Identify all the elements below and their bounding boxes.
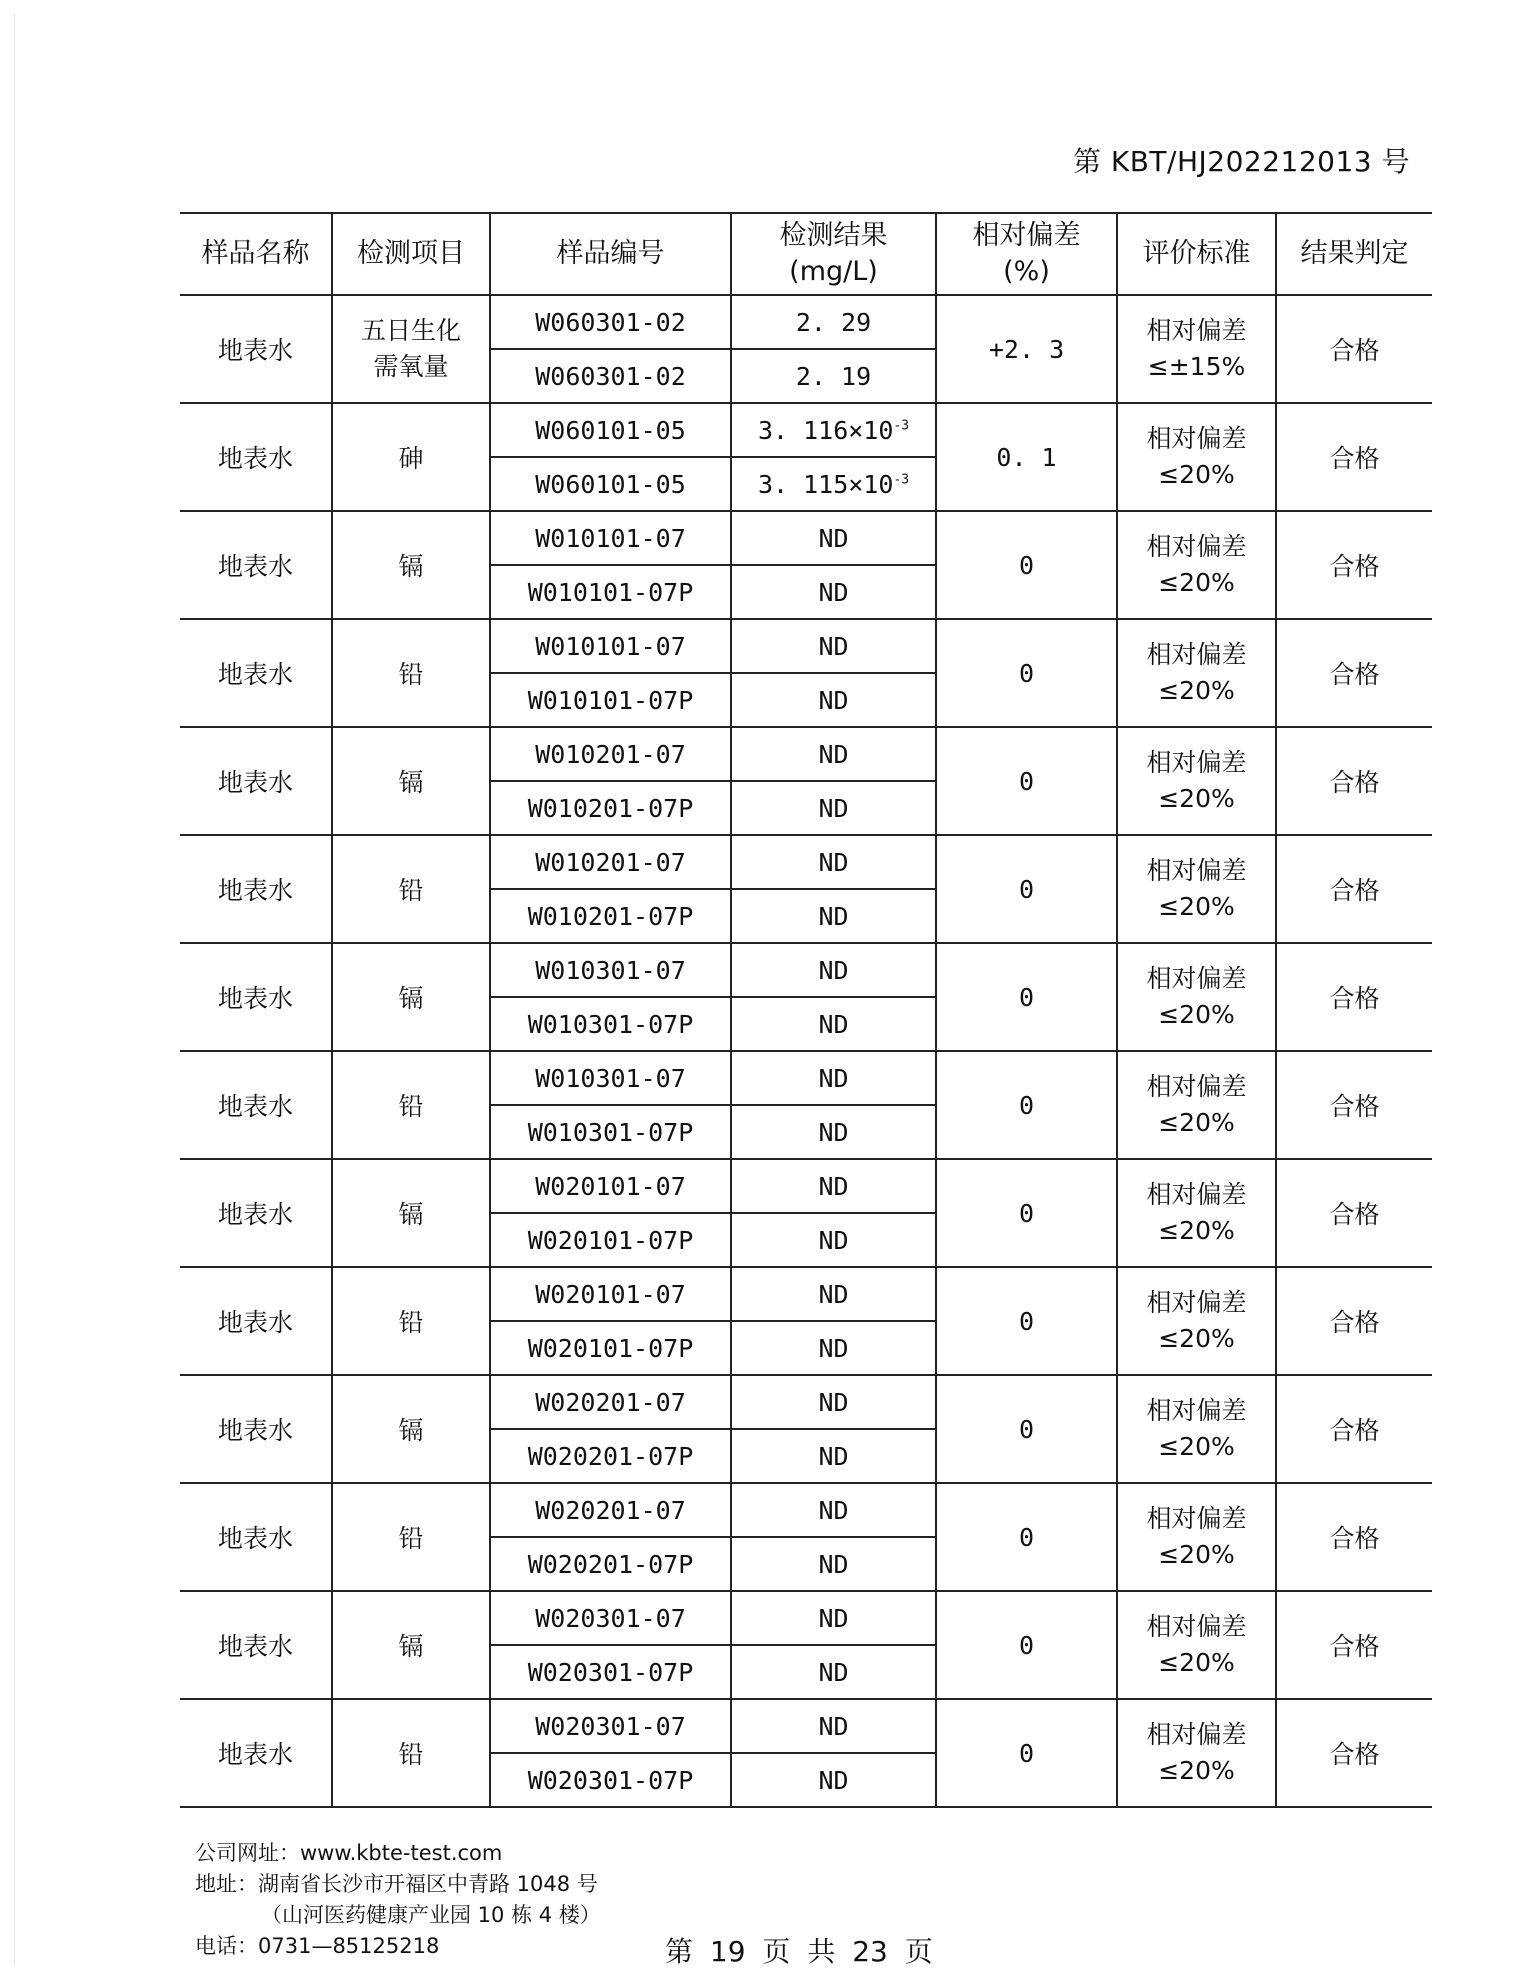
sample-id: W010101-07P (490, 673, 731, 727)
evaluation-standard: 相对偏差 ≤20% (1117, 943, 1276, 1051)
verdict: 合格 (1276, 295, 1432, 403)
verdict: 合格 (1276, 403, 1432, 511)
sample-id: W010101-07P (490, 565, 731, 619)
company-address: 地址：湖南省长沙市开福区中青路 1048 号 (195, 1872, 598, 1896)
test-item: 镉 (332, 1159, 490, 1267)
test-item: 砷 (332, 403, 490, 511)
verdict: 合格 (1276, 1483, 1432, 1591)
quality-control-table (180, 212, 1432, 1808)
evaluation-standard: 相对偏差 ≤20% (1117, 1159, 1276, 1267)
header-sample-id: 样品编号 (490, 213, 731, 295)
relative-deviation: 0 (936, 619, 1117, 727)
verdict: 合格 (1276, 1699, 1432, 1807)
test-result: ND (731, 1699, 936, 1753)
relative-deviation: 0 (936, 835, 1117, 943)
verdict: 合格 (1276, 727, 1432, 835)
test-item: 铅 (332, 1483, 490, 1591)
sample-id: W020201-07 (490, 1375, 731, 1429)
test-result: 2. 19 (731, 349, 936, 403)
relative-deviation: 0 (936, 1051, 1117, 1159)
test-item: 镉 (332, 1375, 490, 1483)
relative-deviation: 0 (936, 1159, 1117, 1267)
evaluation-standard: 相对偏差 ≤20% (1117, 835, 1276, 943)
evaluation-standard: 相对偏差 ≤20% (1117, 1699, 1276, 1807)
sample-name: 地表水 (180, 1591, 332, 1699)
sample-id: W010201-07P (490, 889, 731, 943)
verdict: 合格 (1276, 1375, 1432, 1483)
table-row (180, 1483, 1432, 1537)
test-result: ND (731, 1375, 936, 1429)
sample-id: W010301-07 (490, 943, 731, 997)
sample-id: W060101-05 (490, 457, 731, 511)
test-item: 镉 (332, 727, 490, 835)
test-result: ND (731, 1105, 936, 1159)
page-number: 第 19 页 共 23 页 (665, 1935, 933, 1968)
company-phone: 电话：0731—85125218 (195, 1934, 440, 1958)
report-number: 第 KBT/HJ202212013 号 (1072, 145, 1410, 178)
sample-name: 地表水 (180, 727, 332, 835)
test-result: ND (731, 835, 936, 889)
test-result: ND (731, 889, 936, 943)
evaluation-standard: 相对偏差 ≤20% (1117, 619, 1276, 727)
evaluation-standard: 相对偏差 ≤20% (1117, 1591, 1276, 1699)
table-row (180, 511, 1432, 565)
test-result: ND (731, 1753, 936, 1807)
test-result: 3. $116\times 10^{-3}$ (731, 403, 936, 457)
evaluation-standard: 相对偏差 ≤20% (1117, 727, 1276, 835)
sample-id: W020101-07P (490, 1213, 731, 1267)
relative-deviation: 0 (936, 1699, 1117, 1807)
sample-name: 地表水 (180, 403, 332, 511)
relative-deviation: 0 (936, 1375, 1117, 1483)
company-website: 公司网址：www.kbte-test.com (195, 1841, 503, 1865)
sample-id: W020201-07P (490, 1537, 731, 1591)
sample-name: 地表水 (180, 1159, 332, 1267)
evaluation-standard: 相对偏差 ≤20% (1117, 403, 1276, 511)
header-test-item: 检测项目 (332, 213, 490, 295)
table-row (180, 727, 1432, 781)
evaluation-standard: 相对偏差 ≤20% (1117, 1051, 1276, 1159)
evaluation-standard: 相对偏差 ≤20% (1117, 511, 1276, 619)
test-result: ND (731, 1591, 936, 1645)
test-result: ND (731, 1213, 936, 1267)
test-result: ND (731, 1537, 936, 1591)
verdict: 合格 (1276, 1267, 1432, 1375)
test-result: ND (731, 1483, 936, 1537)
company-address-detail: （山河医药健康产业园 10 栋 4 楼） (261, 1903, 601, 1927)
verdict: 合格 (1276, 511, 1432, 619)
test-item: 五日生化需氧量 (332, 295, 490, 403)
test-result: ND (731, 1645, 936, 1699)
page-edge (14, 14, 15, 1964)
relative-deviation: +2. 3 (936, 295, 1117, 403)
test-result: ND (731, 1051, 936, 1105)
sample-id: W010301-07 (490, 1051, 731, 1105)
sample-id: W010201-07 (490, 835, 731, 889)
sample-id: W010201-07 (490, 727, 731, 781)
test-item: 铅 (332, 1699, 490, 1807)
sample-id: W020301-07 (490, 1699, 731, 1753)
header-result: 检测结果 (mg/L) (731, 213, 936, 295)
test-result: ND (731, 511, 936, 565)
test-result: ND (731, 673, 936, 727)
table-row (180, 1051, 1432, 1105)
sample-id: W020101-07 (490, 1159, 731, 1213)
test-item: 镉 (332, 511, 490, 619)
test-result: ND (731, 781, 936, 835)
header-sample-name: 样品名称 (180, 213, 332, 295)
test-result: ND (731, 619, 936, 673)
evaluation-standard: 相对偏差 ≤20% (1117, 1267, 1276, 1375)
relative-deviation: 0. 1 (936, 403, 1117, 511)
test-result: ND (731, 1159, 936, 1213)
sample-id: W010101-07 (490, 511, 731, 565)
sample-name: 地表水 (180, 1051, 332, 1159)
sample-name: 地表水 (180, 1483, 332, 1591)
sample-id: W060301-02 (490, 349, 731, 403)
test-result: ND (731, 1267, 936, 1321)
verdict: 合格 (1276, 943, 1432, 1051)
verdict: 合格 (1276, 835, 1432, 943)
evaluation-standard: 相对偏差 ≤20% (1117, 1375, 1276, 1483)
sample-name: 地表水 (180, 1699, 332, 1807)
test-result: ND (731, 997, 936, 1051)
sample-id: W020301-07P (490, 1753, 731, 1807)
test-result: 2. 29 (731, 295, 936, 349)
header-standard: 评价标准 (1117, 213, 1276, 295)
sample-id: W010101-07 (490, 619, 731, 673)
sample-id: W060301-02 (490, 295, 731, 349)
table-row (180, 619, 1432, 673)
test-result: ND (731, 1429, 936, 1483)
relative-deviation: 0 (936, 943, 1117, 1051)
verdict: 合格 (1276, 1159, 1432, 1267)
test-item: 铅 (332, 1267, 490, 1375)
test-result: ND (731, 565, 936, 619)
sample-name: 地表水 (180, 1267, 332, 1375)
header-deviation: 相对偏差 (%) (936, 213, 1117, 295)
test-result: 3. $115\times 10^{-3}$ (731, 457, 936, 511)
sample-id: W010301-07P (490, 997, 731, 1051)
test-item: 镉 (332, 1591, 490, 1699)
sample-name: 地表水 (180, 619, 332, 727)
sample-name: 地表水 (180, 511, 332, 619)
test-item: 铅 (332, 1051, 490, 1159)
table-row (180, 1267, 1432, 1321)
test-result: ND (731, 943, 936, 997)
sample-id: W020201-07P (490, 1429, 731, 1483)
relative-deviation: 0 (936, 1267, 1117, 1375)
table-row (180, 1591, 1432, 1645)
test-item: 镉 (332, 943, 490, 1051)
sample-name: 地表水 (180, 295, 332, 403)
table-row (180, 1159, 1432, 1213)
sample-id: W060101-05 (490, 403, 731, 457)
sample-id: W010301-07P (490, 1105, 731, 1159)
relative-deviation: 0 (936, 511, 1117, 619)
relative-deviation: 0 (936, 727, 1117, 835)
verdict: 合格 (1276, 1591, 1432, 1699)
sample-id: W020301-07P (490, 1645, 731, 1699)
table-row (180, 943, 1432, 997)
header-verdict: 结果判定 (1276, 213, 1432, 295)
relative-deviation: 0 (936, 1483, 1117, 1591)
sample-name: 地表水 (180, 1375, 332, 1483)
sample-id: W020201-07 (490, 1483, 731, 1537)
sample-name: 地表水 (180, 943, 332, 1051)
test-item: 铅 (332, 619, 490, 727)
verdict: 合格 (1276, 1051, 1432, 1159)
table-row (180, 1699, 1432, 1753)
table-header-row (180, 213, 1432, 295)
sample-id: W020101-07 (490, 1267, 731, 1321)
table-row (180, 295, 1432, 349)
test-result: ND (731, 727, 936, 781)
relative-deviation: 0 (936, 1591, 1117, 1699)
sample-id: W020301-07 (490, 1591, 731, 1645)
table-row (180, 403, 1432, 457)
test-result: ND (731, 1321, 936, 1375)
verdict: 合格 (1276, 619, 1432, 727)
table-row (180, 835, 1432, 889)
test-item: 铅 (332, 835, 490, 943)
evaluation-standard: 相对偏差 ≤±15% (1117, 295, 1276, 403)
table-row (180, 1375, 1432, 1429)
sample-id: W010201-07P (490, 781, 731, 835)
sample-id: W020101-07P (490, 1321, 731, 1375)
sample-name: 地表水 (180, 835, 332, 943)
footer (195, 1838, 601, 1962)
evaluation-standard: 相对偏差 ≤20% (1117, 1483, 1276, 1591)
